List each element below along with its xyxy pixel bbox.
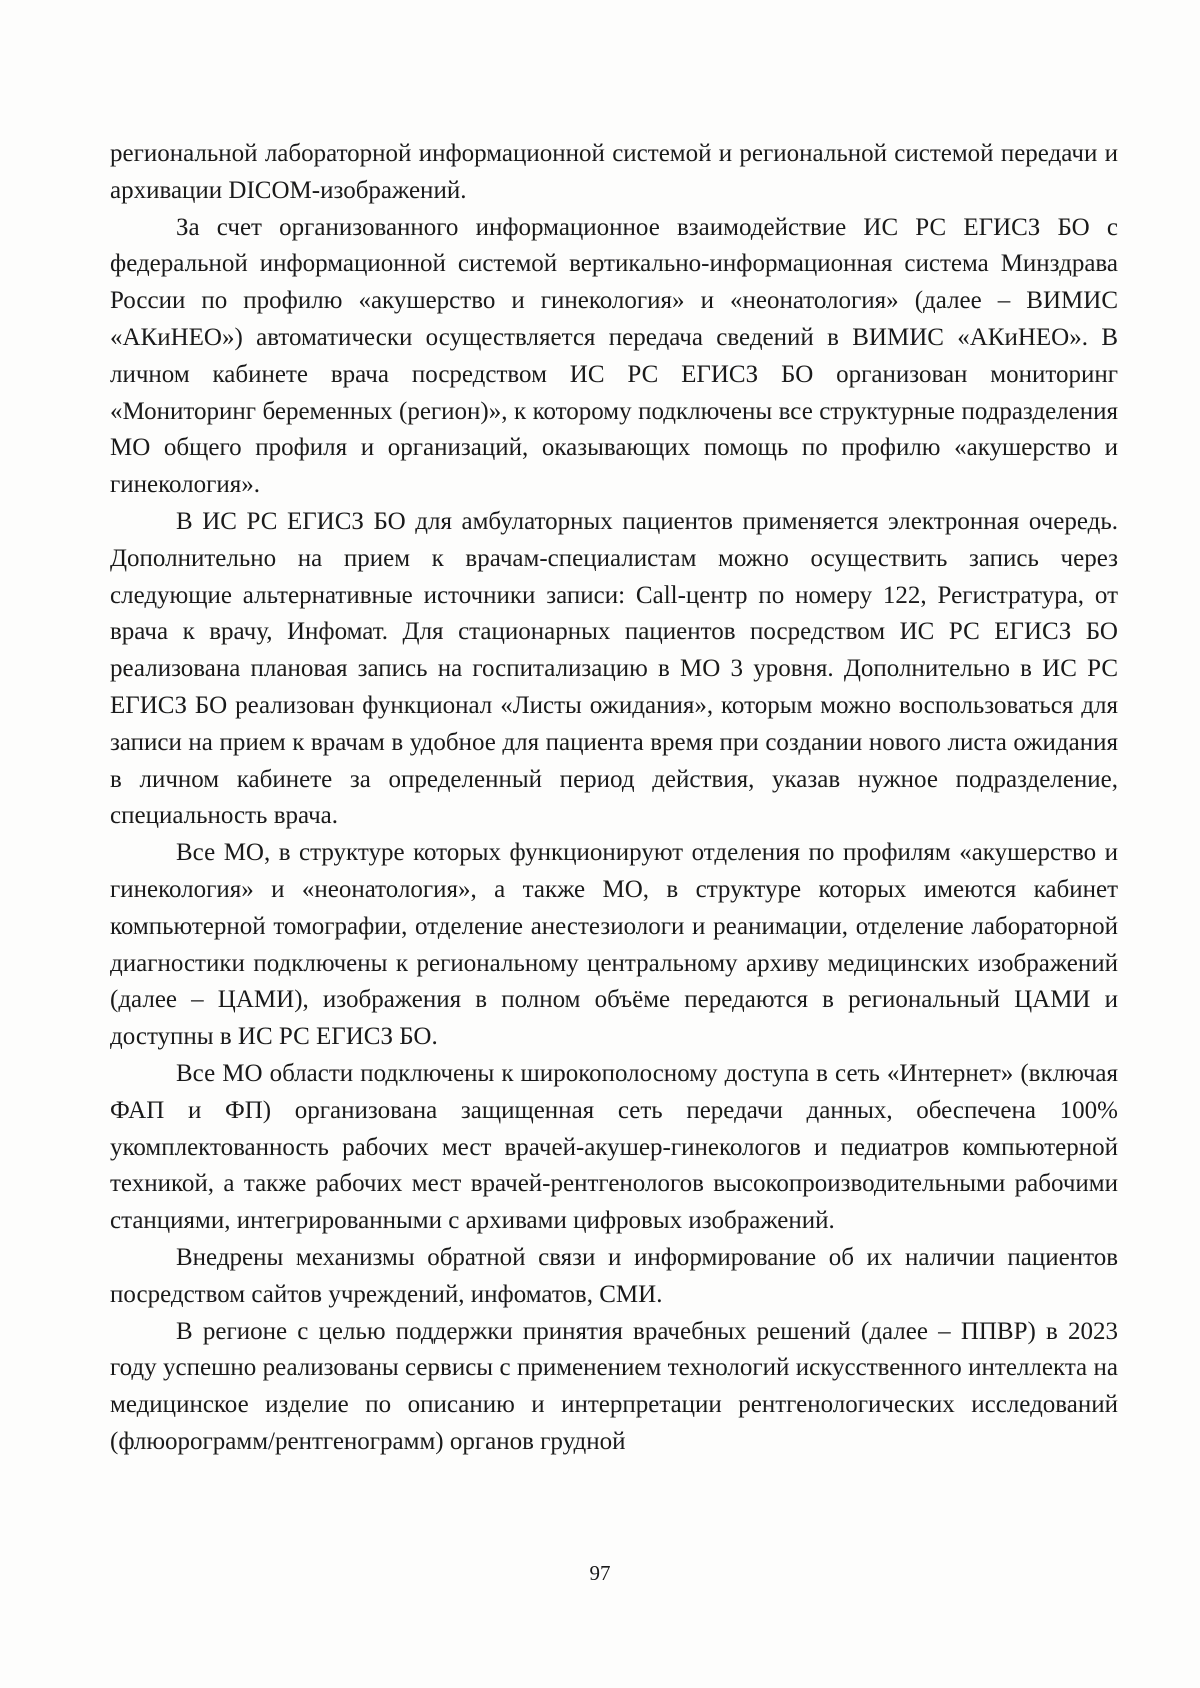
page-number: 97: [589, 1561, 611, 1585]
paragraph-vimis: За счет организованного информационное взаимодействие ИС РС ЕГИСЗ БО с федеральной информационной системой вертикально-информационная система Минздрава России по профилю «акушерство и гинекология» и «неонатология» (далее – ВИМИС «АКиНЕО») автоматически осуществляется передача сведений в ВИМИС «АКиНЕО». В личном кабинете врача посредством ИС РС ЕГИСЗ БО организован мониторинг «Мониторинг беременных (регион)», к которому подключены все структурные подразделения МО общего профиля и организаций, оказывающих помощь по профилю «акушерство и гинекология».: [110, 213, 1118, 499]
paragraph-continuation: региональной лабораторной информационной системой и региональной системой передачи и архивации DICOM-изображений.: [110, 140, 1118, 204]
document-body: [110, 136, 1118, 1461]
paragraph-feedback: Внедрены механизмы обратной связи и информирование об их наличии пациентов посредством сайтов учреждений, инфоматов, СМИ.: [110, 1243, 1118, 1308]
paragraph-ai-services: В регионе с целью поддержки принятия врачебных решений (далее – ППВР) в 2023 году успешно реализованы сервисы с применением технологий искусственного интеллекта на медицинское изделие по описанию и интерпретации рентгенологических исследований (флюорограмм/рентгенограмм) органов грудной: [110, 1317, 1118, 1455]
paragraph-cami: Все МО, в структуре которых функционируют отделения по профилям «акушерство и гинекология» и «неонатология», а также МО, в структуре которых имеются кабинет компьютерной томографии, отделение анестезиологи и реанимации, отделение лабораторной диагностики подключены к региональному центральному архиву медицинских изображений (далее – ЦАМИ), изображения в полном объёме передаются в региональный ЦАМИ и доступны в ИС РС ЕГИСЗ БО.: [110, 839, 1118, 1051]
paragraph-internet-access: Все МО области подключены к широкополосному доступа в сеть «Интернет» (включая ФАП и ФП) организована защищенная сеть передачи данных, обеспечена 100% укомплектованность рабочих мест врачей-акушер-гинекологов и педиатров компьютерной техникой, а также рабочих мест врачей-рентгенологов высокопроизводительными рабочими станциями, интегрированными с архивами цифровых изображений.: [110, 1059, 1118, 1235]
paragraph-electronic-queue: В ИС РС ЕГИСЗ БО для амбулаторных пациентов применяется электронная очередь. Дополнительно на прием к врачам-специалистам можно осуществить запись через следующие альтернативные источники записи: Call-центр по номеру 122, Регистратура, от врача к врачу, Инфомат. Для стационарных пациентов посредством ИС РС ЕГИСЗ БО реализована плановая запись на госпитализацию в МО 3 уровня. Дополнительно в ИС РС ЕГИСЗ БО реализован функционал «Листы ожидания», которым можно воспользоваться для записи на прием к врачам в удобное для пациента время при создании нового листа ожидания в личном кабинете за определенный период действия, указав нужное подразделение, специальность врача.: [110, 507, 1118, 830]
